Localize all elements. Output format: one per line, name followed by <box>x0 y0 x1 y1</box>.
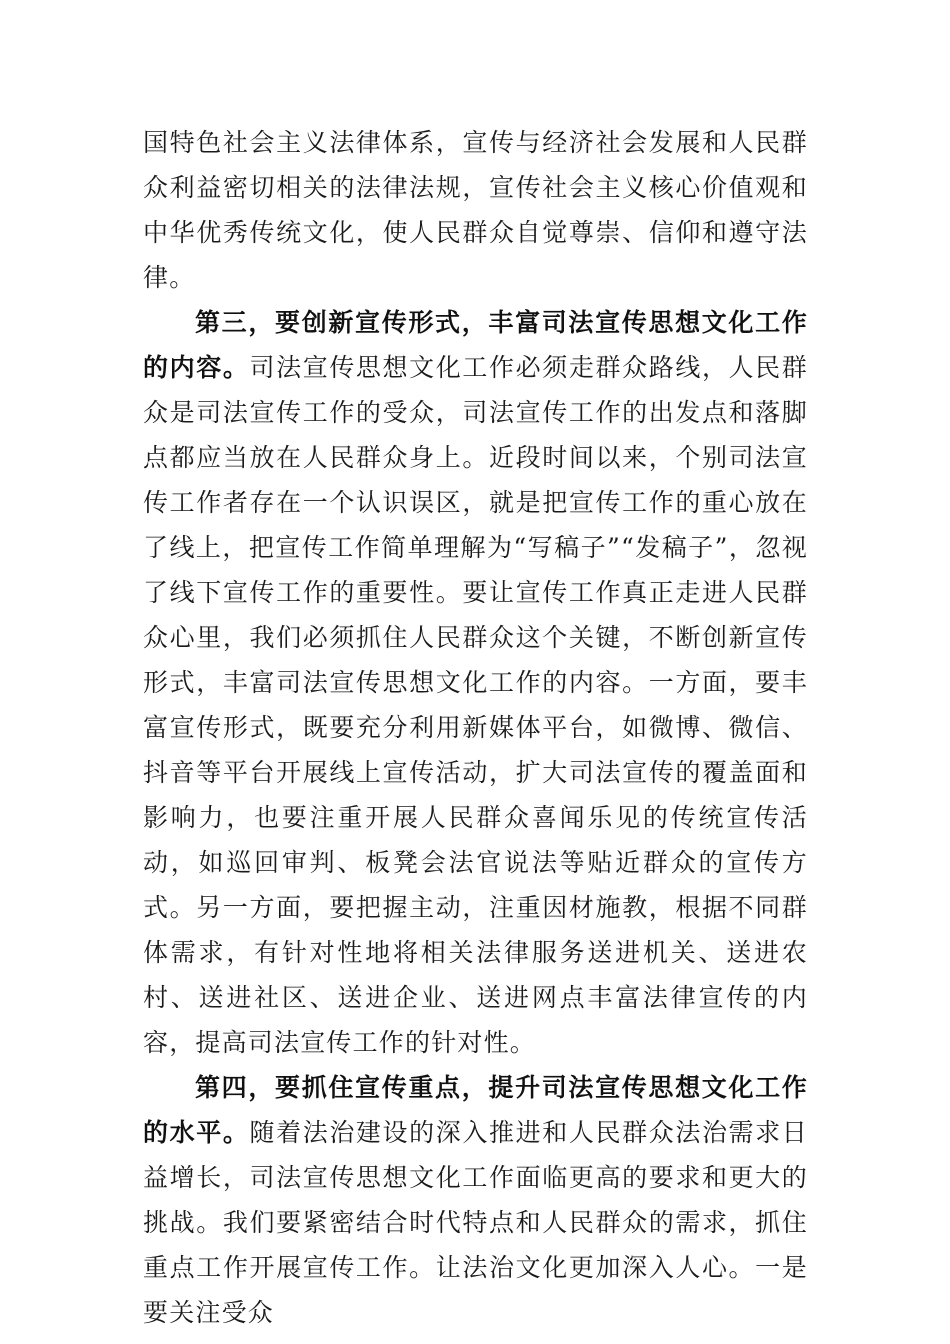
paragraph-fourth-point <box>143 1065 808 1335</box>
paragraph-lead-heading: 第四，要抓住宣传重点，提升司法宣传思想文化工作的水平。 <box>143 1073 808 1147</box>
paragraph-lead-heading: 第三，要创新宣传形式，丰富司法宣传思想文化工作的内容。 <box>143 308 808 382</box>
paragraph-body: 随着法治建设的深入推进和人民群众法治需求日益增长，司法宣传思想文化工作面临更高的要求和更大的挑战。我们要紧密结合时代特点和人民群众的需求，抓住重点工作开展宣传工作。让法治文化更加深入人心。一是要关注受众 <box>143 1118 808 1327</box>
document-body <box>143 120 808 1335</box>
paragraph-body: 司法宣传思想文化工作必须走群众路线，人民群众是司法宣传工作的受众，司法宣传工作的出发点和落脚点都应当放在人民群众身上。近段时间以来，个别司法宣传工作者存在一个认识误区，就是把宣传工作的重心放在了线上，把宣传工作简单理解为“写稿子”“发稿子”，忽视了线下宣传工作的重要性。要让宣传工作真正走进人民群众心里，我们必须抓住人民群众这个关键，不断创新宣传形式，丰富司法宣传思想文化工作的内容。一方面，要丰富宣传形式，既要充分利用新媒体平台，如微博、微信、抖音等平台开展线上宣传活动，扩大司法宣传的覆盖面和影响力，也要注重开展人民群众喜闻乐见的传统宣传活动，如巡回审判、板凳会法官说法等贴近群众的宣传方式。另一方面，要把握主动，注重因材施教，根据不同群体需求，有针对性地将相关法律服务送进机关、送进农村、送进社区、送进企业、送进网点丰富法律宣传的内容，提高司法宣传工作的针对性。 <box>143 353 808 1057</box>
paragraph-third-point <box>143 300 808 1065</box>
paragraph-continued <box>143 120 808 300</box>
paragraph-body: 国特色社会主义法律体系，宣传与经济社会发展和人民群众利益密切相关的法律法规，宣传社会主义核心价值观和中华优秀传统文化，使人民群众自觉尊崇、信仰和遵守法律。 <box>143 128 808 292</box>
